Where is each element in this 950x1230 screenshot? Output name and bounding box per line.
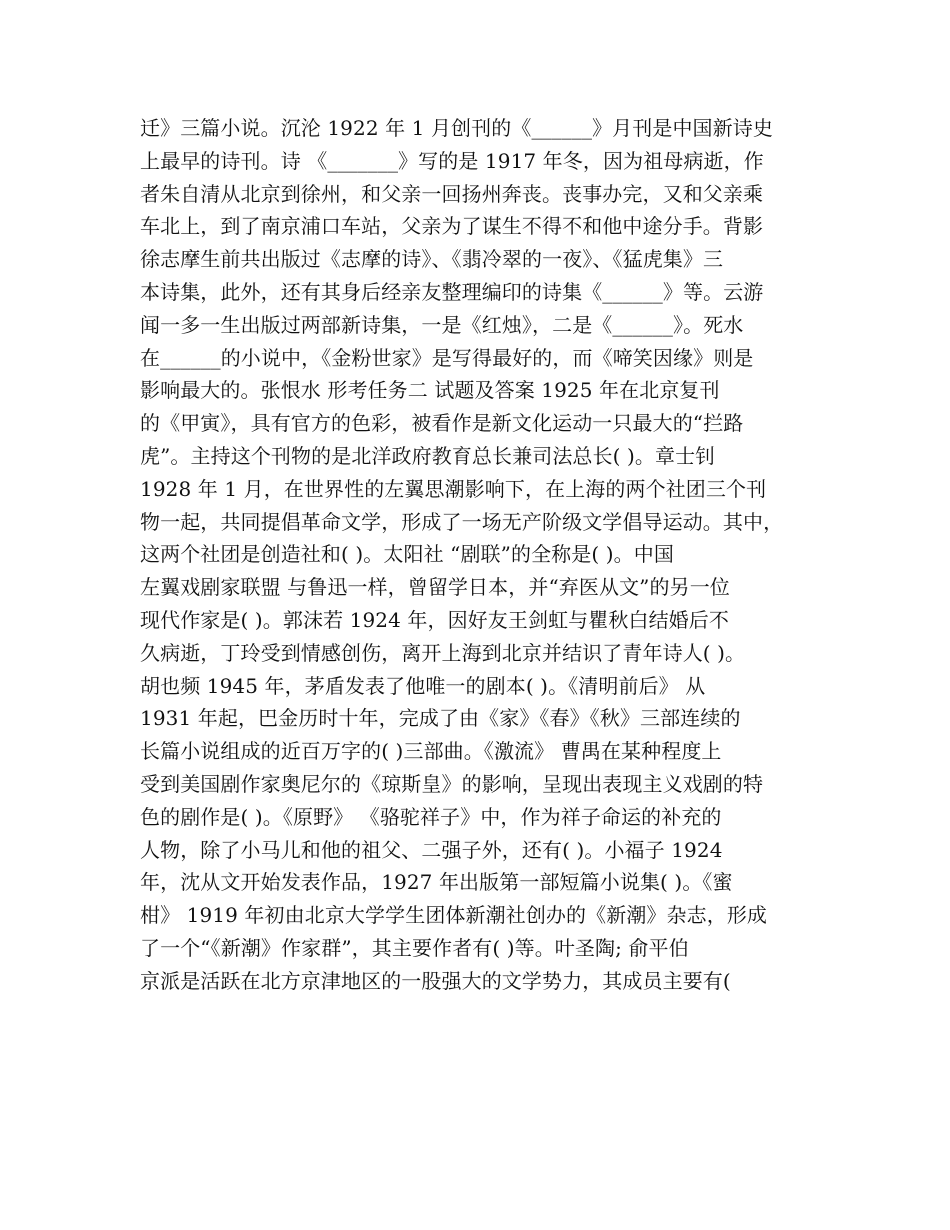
text-line: 人物，除了小马儿和他的祖父、二强子外，还有( )。小福子 1924 xyxy=(140,837,723,862)
text-line: 久病逝，丁玲受到情感创伤，离开上海到北京并结识了青年诗人( )。 xyxy=(140,640,746,665)
text-line: 这两个社团是创造社和( )。太阳社 “剧联”的全称是( )。中国 xyxy=(140,542,674,567)
text-line: 年，沈从文开始发表作品，1927 年出版第一部短篇小说集( )。《蜜 xyxy=(140,870,733,895)
text-line: 在______的小说中，《金粉世家》是写得最好的，而《啼笑因缘》则是 xyxy=(140,345,754,370)
text-line: 色的剧作是( )。《原野》 《骆驼祥子》中，作为祥子命运的补充的 xyxy=(140,804,722,829)
text-line: 车北上，到了南京浦口车站，父亲为了谋生不得不和他中途分手。背影 xyxy=(140,214,764,239)
text-line: 1931 年起，巴金历时十年，完成了由《家》《春》《秋》三部连续的 xyxy=(140,706,741,731)
text-line: 胡也频 1945 年，茅盾发表了他唯一的剧本( )。《清明前后》 从 xyxy=(140,673,706,698)
text-line: 柑》 1919 年初由北京大学学生团体新潮社创办的《新潮》杂志，形成 xyxy=(140,903,768,928)
body-text xyxy=(140,112,812,998)
text-line: 了一个“《新潮》作家群”，其主要作者有( )等。叶圣陶; 俞平伯 xyxy=(140,935,689,960)
text-line: 虎”。主持这个刊物的是北洋政府教育总长兼司法总长( )。章士钊 xyxy=(140,443,716,468)
text-line: 本诗集，此外，还有其身后经亲友整理编印的诗集《______》等。云游 xyxy=(140,279,764,304)
text-line: 闻一多一生出版过两部新诗集，一是《红烛》，二是《______》。死水 xyxy=(140,312,744,337)
text-line: 上最早的诗刊。诗 《_______》写的是 1917 年冬，因为祖母病逝，作 xyxy=(140,148,764,173)
text-line: 现代作家是( )。郭沫若 1924 年，因好友王剑虹与瞿秋白结婚后不 xyxy=(140,607,729,632)
text-line: 徐志摩生前共出版过《志摩的诗》、《翡冷翠的一夜》、《猛虎集》三 xyxy=(140,247,724,272)
text-line: 的《甲寅》，具有官方的色彩，被看作是新文化运动一只最大的“拦路 xyxy=(140,411,744,436)
text-line: 长篇小说组成的近百万字的( )三部曲。《激流》 曹禺在某种程度上 xyxy=(140,739,722,764)
text-line: 物一起，共同提倡革命文学，形成了一场无产阶级文学倡导运动。其中， xyxy=(140,509,784,534)
text-line: 左翼戏剧家联盟 与鲁迅一样，曾留学日本，并“弃医从文”的另一位 xyxy=(140,575,730,600)
text-line: 受到美国剧作家奥尼尔的《琼斯皇》的影响，呈现出表现主义戏剧的特 xyxy=(140,771,764,796)
text-line: 京派是活跃在北方京津地区的一股强大的文学势力，其成员主要有( xyxy=(140,968,731,993)
text-line: 1928 年 1 月，在世界性的左翼思潮影响下，在上海的两个社团三个刊 xyxy=(140,476,767,501)
text-line: 影响最大的。张恨水 形考任务二 试题及答案 1925 年在北京复刊 xyxy=(140,378,720,403)
text-line: 者朱自清从北京到徐州，和父亲一回扬州奔丧。丧事办完，又和父亲乘 xyxy=(140,181,764,206)
text-line: 迁》三篇小说。沉沦 1922 年 1 月创刊的《______》月刊是中国新诗史 xyxy=(140,116,773,140)
